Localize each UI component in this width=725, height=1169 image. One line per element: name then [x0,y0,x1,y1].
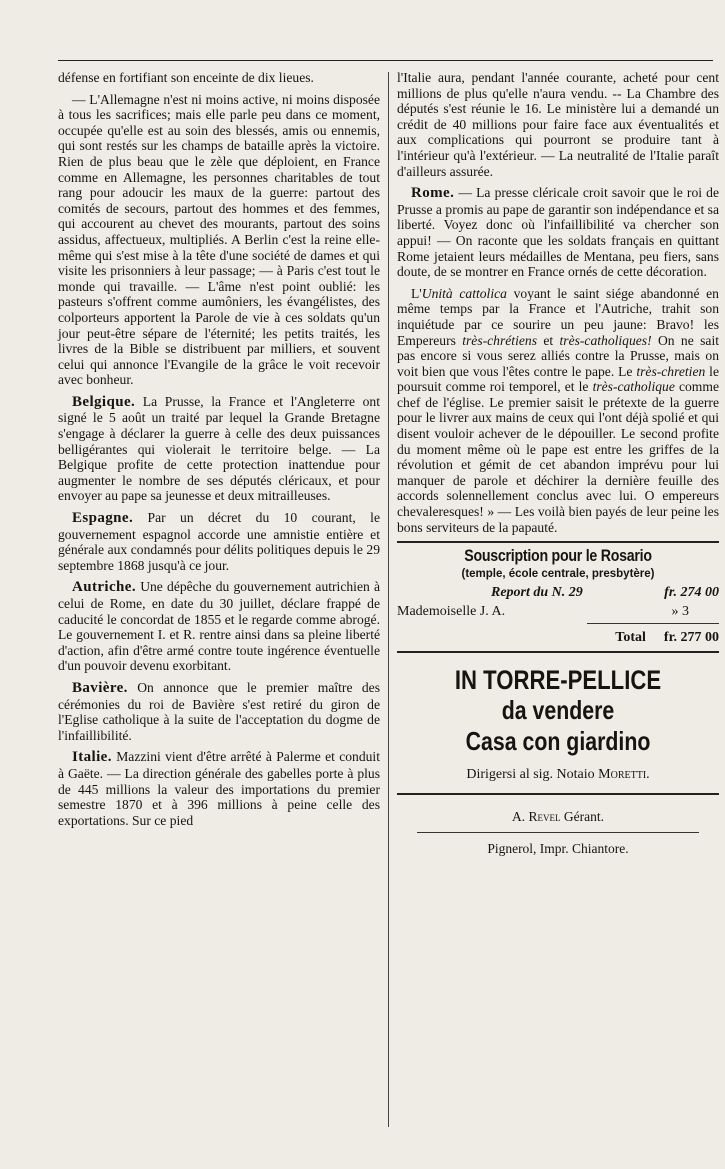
left-column [58,70,380,834]
section-rule [397,651,719,653]
news-espagne [58,510,380,573]
text-autriche: Une dépêche du gouvernement autrichien à celui de Rome, en date du 30 juillet, déclare frappé de caducité le concordat de 1855 et le regarde comme abrogé. Le gouvernement I. et R. rentre ainsi dans sa pleine liberté d'action, afin d'être armé contre toute ingérence éventuelle d'un pouvoir devenu exorbitant. [58,579,380,674]
news-autriche [58,579,380,674]
ad-contact [397,767,719,783]
column-divider [388,72,389,1127]
news-baviere [58,680,380,743]
text-run: le poursuit comme roi temporel, et le [397,363,719,395]
subscription-title: Souscription pour le Rosario [464,547,652,566]
gerant-title: Gérant. [560,808,604,824]
ad-house: Casa con giardino [465,726,651,757]
paragraph-continued: défense en fortifiant son enceinte de dix lieues. [58,70,314,85]
rubric-rome: Rome. [411,185,455,202]
paragraph-allemagne: — L'Allemagne n'est ni moins active, ni moins disposée à tous les sacrifices; mais elle parle peu dans ce moment, occupée qu'elle est au soin des blessés, amis ou ennemis, qui sont restés sur les champs de bataille après la victoire. Rien de plus beau que le zèle que déploient, en France comme en Allemagne, les personnes charitables de tout rang pour adoucir les maux de la guerre: partout des comités de secours, partout des hommes et des femmes, qui accourent au chevet des mourants, partout des soins assidus, affectueux, multipliés. A Berlin c'est la reine elle-même qui s'est mise à la tête d'une société de dames et qui visite les prisonniers à leur passage; — à Paris c'est tout le monde qui travaille. — L'âme n'est point oublié: les pasteurs s'offrent comme aumôniers, les évangélistes, des colporteurs apportent la Parole de vie à ces soldats qu'un jour peut-être sépare de l'éternité; les petits traités, les livres de la Bible se distribuent par milliers, et souvent celui qui annonce l'Evangile de la grâce le voit recevoir avec bonheur. [58,91,380,388]
text-run: et [536,332,560,348]
rubric-italie: Italie. [72,749,112,766]
rubric-belgique: Belgique. [72,393,136,410]
advertisement [397,665,719,783]
donor-name: Mademoiselle J. A. [397,604,506,619]
rubric-baviere: Bavière. [72,679,128,696]
report-amount: fr. 274 00 [664,585,719,601]
total-label: Total [615,629,646,645]
news-rome [397,185,719,280]
rubric-espagne: Espagne. [72,510,134,527]
section-rule [397,541,719,543]
text-run: comme chef de l'église. Le premier saisit le prétexte de la guerre pour le livrer aux mains de ceux qui l'ont déjà spolié et qui disent vouloir achever de le dépouiller. Le second profite du moment même où le pape est entre les griffes de la révolution et gémit de cet abandon imprévu pour lui manquer de parole et déchirer la dernière feuille des accords solennellement conclus avec lui. O empereurs chevaleresques! » — Les voilà bien payés de leur peine les bons serviteurs de la papauté. [397,379,719,535]
paragraph-italie-continued: l'Italie aura, pendant l'année courante, acheté pour cent millions de plus qu'elle n'aura vendu. -- La Chambre des députés s'est réunie le 16. Le ministère lui a demandé un crédit de 40 millions pour faire face aux éventualités et aux complications qui pourront se produire tant à l'intérieur qu'à l'extérieur. — La neutralité de l'Italie paraît d'ailleurs assurée. [397,70,719,179]
text-run: On ne sait pas encore si vous serez alliés contre la Prusse, mais on voit bien que vous l'êtes contre le pape. Le [397,332,719,379]
text-rome: — La presse cléricale croit savoir que le roi de Prusse a promis au pape de garantir son indépendance et sa liberté. Voyez donc où l'infaillibilité va chercher son appui! — On raconte que les soldats français en quittant Rome jetaient leurs médailles de Mentana, peu fiers, sans doute, de se montrer en France ornés de cette décoration. [397,185,719,280]
news-italie [58,749,380,828]
total-rule [587,623,719,624]
footer-rule [417,832,699,833]
italic-run: Unità cattolica [421,285,507,301]
printer-line: Pignerol, Impr. Chiantore. [487,841,629,857]
gerant-name: A. Revel [512,808,561,824]
top-rule [58,60,713,61]
gerant-line [397,809,719,825]
donor-line [397,604,719,620]
text-run: L' [411,285,422,301]
text-italie: Mazzini vient d'être arrêté à Palerme et conduit à Gaëte. — La direction générale des gabelles porte à plus de 445 millions la valeur des importations du premier semestre 1870 et à 396 millions à peine celle des exportations. Sur ce pied [58,749,380,828]
rubric-autriche: Autriche. [72,579,137,596]
italic-run: très-chretien [636,363,706,379]
text-belgique: La Prusse, la France et l'Angleterre ont signé le 5 août un traité par lequel la Grande Bretagne s'engage à déclarer la guerre à celle des deux puissances belligérantes qui violerait le territoire belge. — La Belgique profite de cette protection inattendue pour augmenter le nombre de ses députés cléricaux, et pour envoyer au pape sa jeunesse et deux mitrailleuses. [58,393,380,504]
report-line [397,585,719,601]
right-column [397,70,719,857]
italic-run: très-chrétiens [462,332,537,348]
subscription-subtitle: (temple, école centrale, presbytère) [461,567,655,580]
total-line [397,626,719,646]
text-run: voyant le saint siége abandonné en même temps par la France et l'Autriche, trahit son inquiétude par ce sourire un peu jaune: Bravo! les Empereurs [397,285,719,348]
ad-for-sale: da vendere [501,695,615,726]
news-belgique [58,394,380,504]
text-espagne: Par un décret du 10 courant, le gouvernement espagnol accorde une amnistie entière et générale aux condamnés pour délits politiques depuis le 29 septembre 1868 jusqu'à ce jour. [58,510,380,573]
ad-contact-text: Dirigersi al sig. Notaio [466,767,599,783]
ad-contact-name: Moretti. [598,767,650,783]
subscription-box [397,549,719,582]
ad-location: IN TORRE-PELLICE [454,665,662,696]
report-label: Report du N. 29 [491,585,583,601]
section-rule [397,793,719,795]
text-baviere: On annonce que le premier maître des cérémonies du roi de Bavière s'est retiré du giron de l'Eglise catholique à la suite de l'acceptation du dogme de l'infaillibilité. [58,679,380,743]
italic-run: très-catholique [592,379,675,395]
total-amount: fr. 277 00 [663,629,719,645]
donor-amount: » 3 [671,604,689,619]
italic-run: très-catholiques! [559,332,652,348]
paragraph-unita-cattolica [397,286,719,536]
